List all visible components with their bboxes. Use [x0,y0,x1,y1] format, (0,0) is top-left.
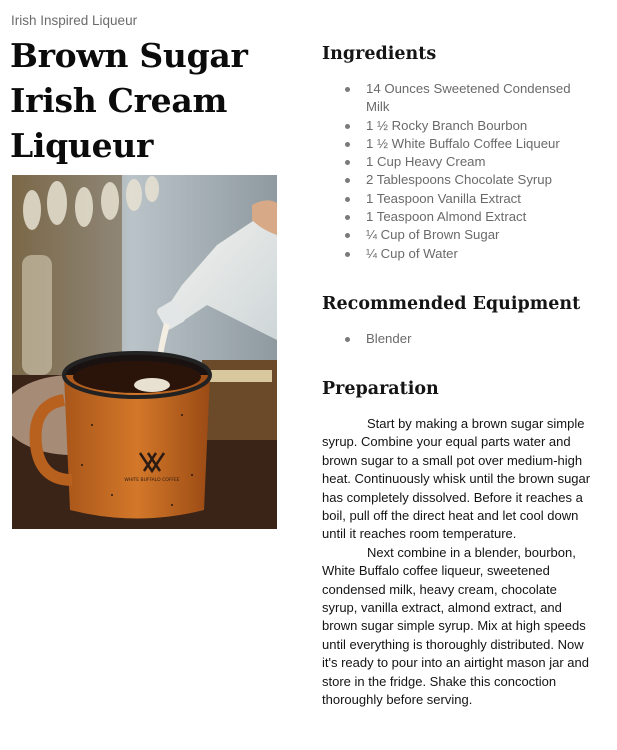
ingredient-item: 1 Teaspoon Almond Extract [322,208,592,226]
ingredients-list [322,80,592,263]
preparation-text [322,415,594,710]
mug-logo-text: WHITE BUFFALO COFFEE [124,478,180,483]
ingredient-item: 1 Cup Heavy Cream [322,153,592,171]
equipment-item: Blender [322,330,592,348]
ingredient-item: 14 Ounces Sweetened Condensed Milk [322,80,592,117]
equipment-list [322,330,592,348]
ingredient-item: ¼ Cup of Brown Sugar [322,226,592,244]
ingredient-item: 1 Teaspoon Vanilla Extract [322,190,592,208]
ingredient-item: 1 ½ Rocky Branch Bourbon [322,117,592,135]
ingredient-item: 1 ½ White Buffalo Coffee Liqueur [322,135,592,153]
equipment-heading: Recommended Equipment [322,294,581,314]
ingredient-item: 2 Tablespoons Chocolate Syrup [322,171,592,189]
preparation-heading: Preparation [322,379,439,399]
preparation-paragraph-2: Next combine in a blender, bourbon, White Buffalo coffee liqueur, sweetened condensed milk, heavy cream, chocolate syrup, vanilla extract, almond extract, and brown sugar simple syrup. Mix at high speeds until everything is thoroughly distributed. Now it's ready to pour into an airtight mason jar and store in the fridge. Shake this concoction thoroughly before serving. [322,544,589,708]
recipe-photo [12,175,277,529]
ingredient-item: ¼ Cup of Water [322,245,592,263]
ingredients-heading: Ingredients [322,44,437,64]
recipe-title: Brown Sugar Irish Cream Liqueur [10,36,248,165]
category-label: Irish Inspired Liqueur [11,13,138,28]
preparation-paragraph-1: Start by making a brown sugar simple syrup. Combine your equal parts water and brown sugar to a small pot over medium-high heat. Continuously whisk until the brown sugar has completely dissolved. Before it reaches a boil, pull off the direct heat and let cool down until it reaches room temperature. [322,416,591,542]
